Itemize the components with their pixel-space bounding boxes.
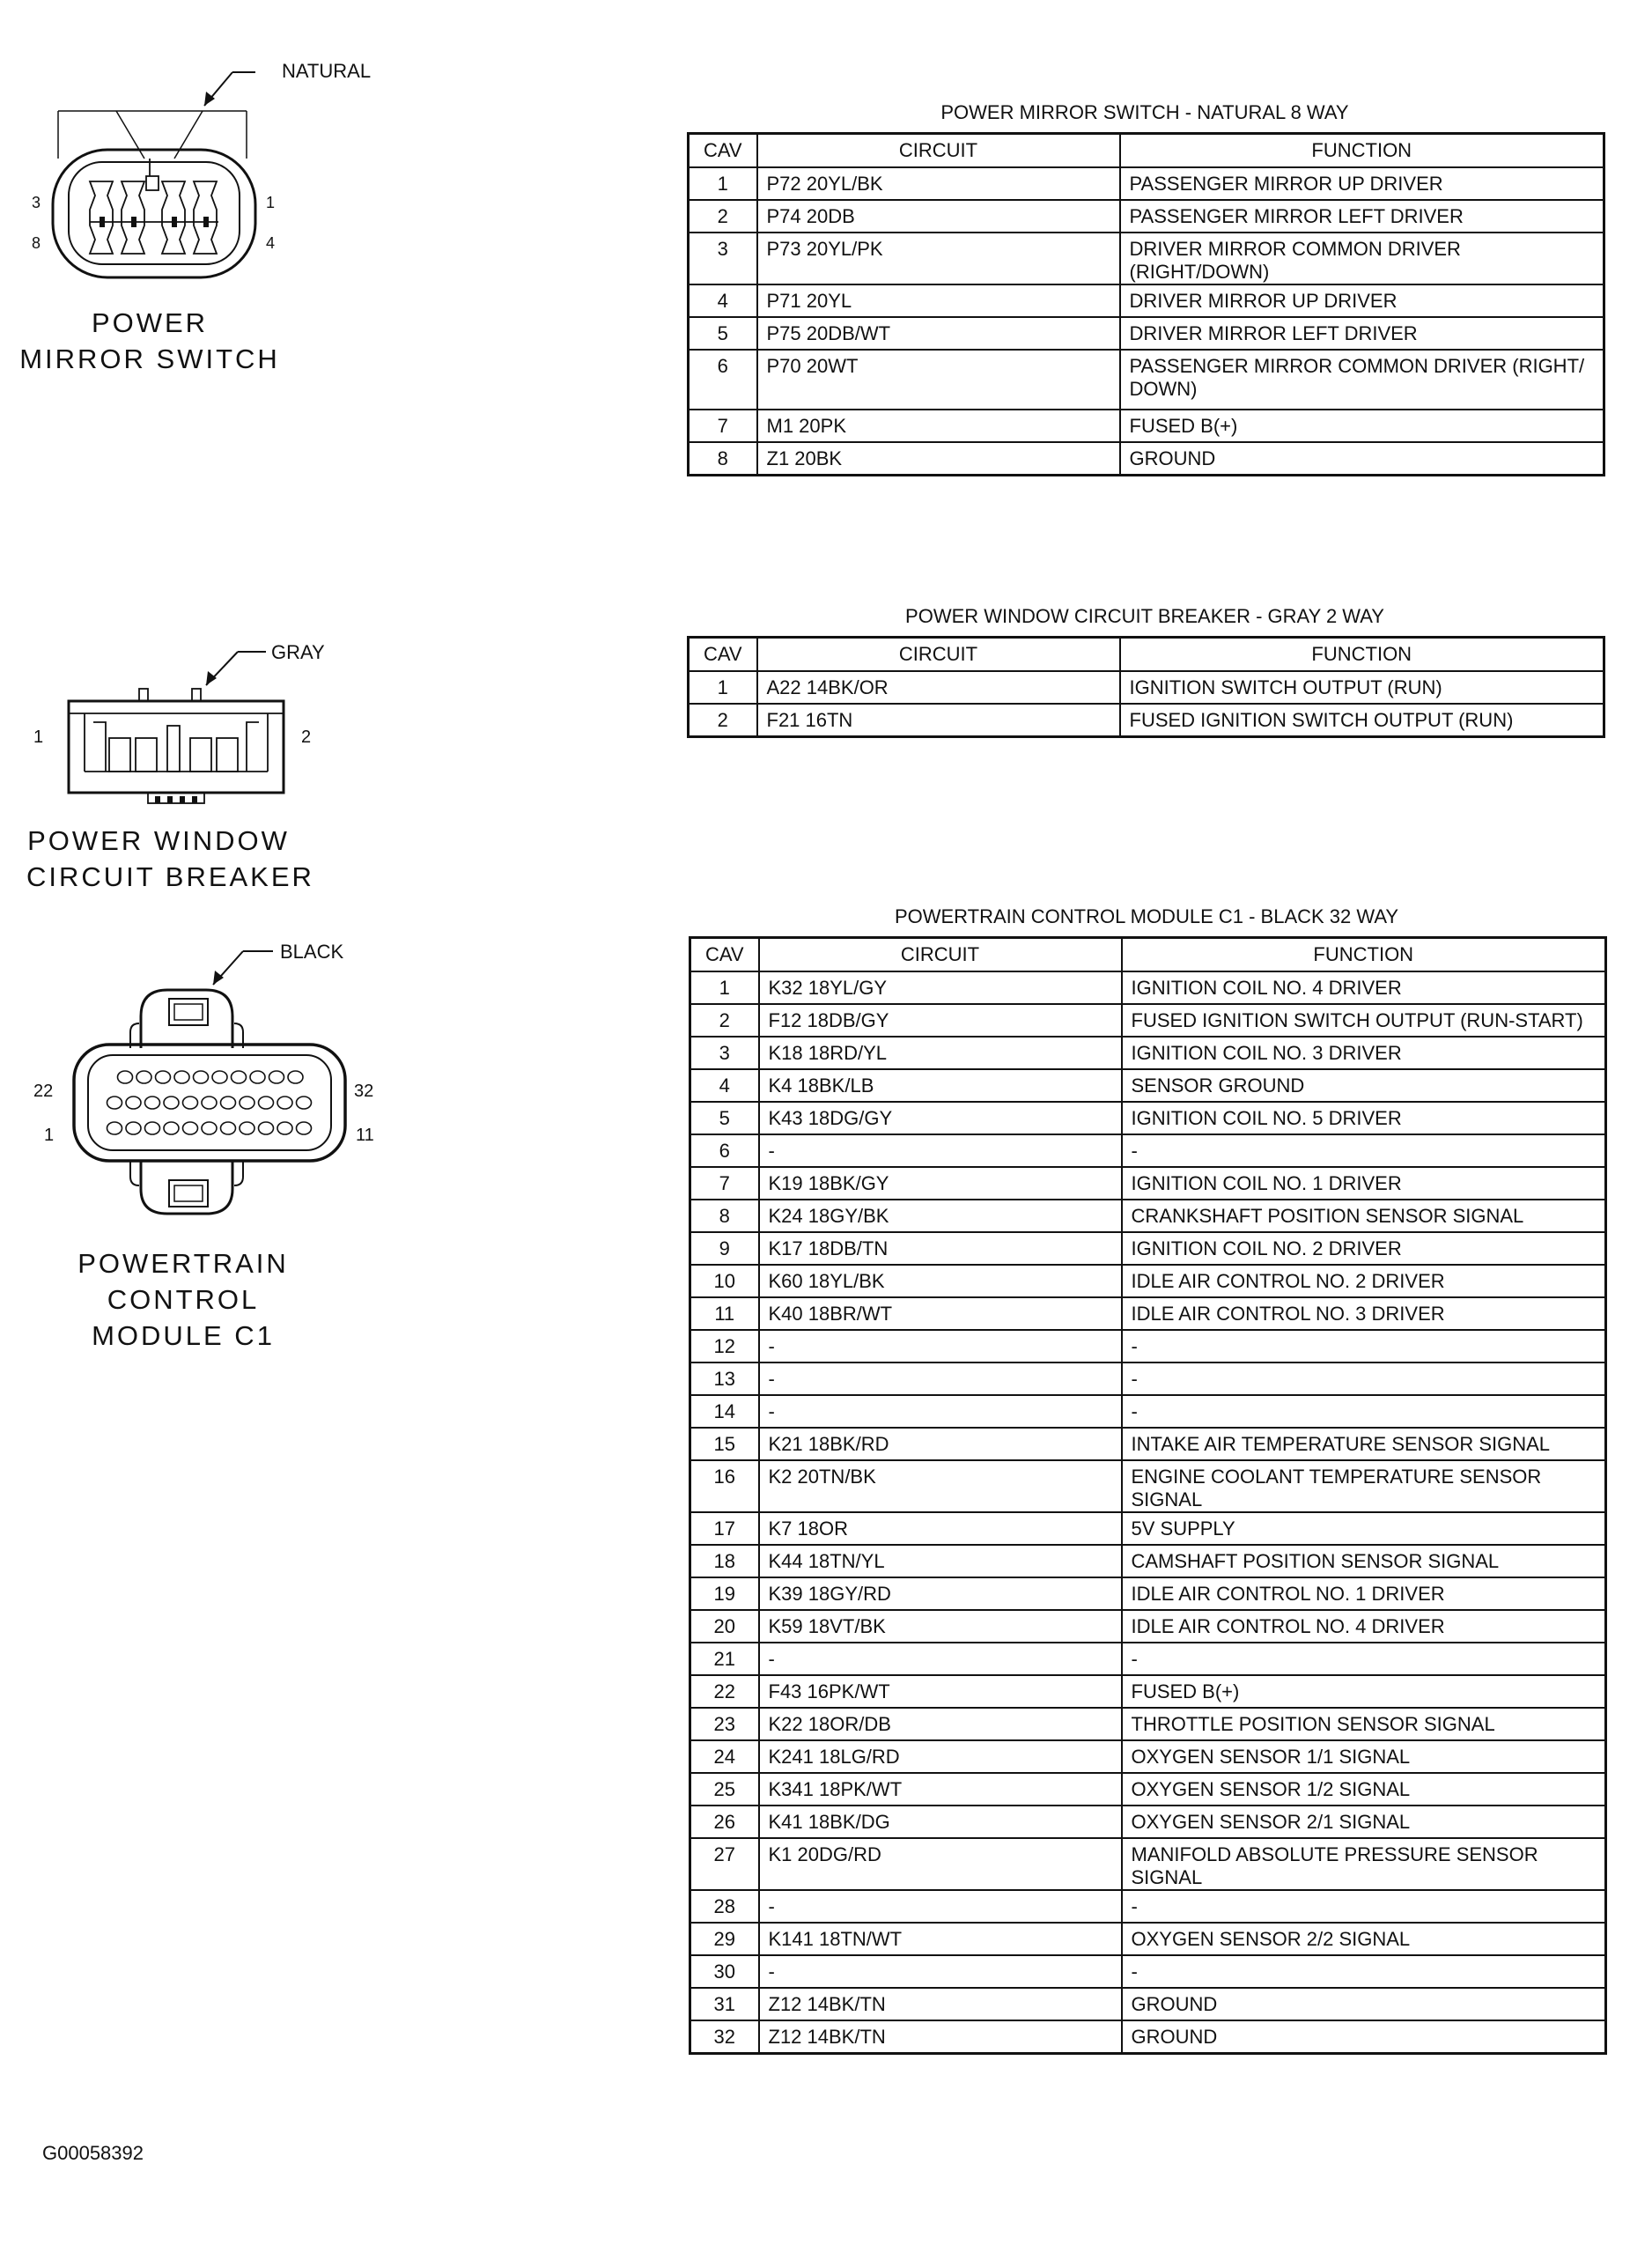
circuit-cell: K2 20TN/BK: [759, 1460, 1122, 1512]
header-circuit: CIRCUIT: [757, 134, 1120, 168]
cav-cell: 7: [690, 1167, 759, 1200]
pin-cavity: [126, 1097, 141, 1109]
cav-cell: 22: [690, 1675, 759, 1708]
pin-cavity: [288, 1071, 303, 1083]
function-cell: DRIVER MIRROR COMMON DRIVER (RIGHT/DOWN): [1120, 233, 1604, 284]
table-row: [690, 1232, 1606, 1265]
circuit-cell: K18 18RD/YL: [759, 1037, 1122, 1069]
figure-id: G00058392: [42, 2142, 144, 2164]
cav-cell: 12: [690, 1330, 759, 1363]
table-row: [689, 317, 1604, 350]
function-cell: -: [1122, 1643, 1606, 1675]
cav-cell: 8: [690, 1200, 759, 1232]
function-cell: SENSOR GROUND: [1122, 1069, 1606, 1102]
pin-cavity: [164, 1097, 179, 1109]
table-row: [690, 1330, 1606, 1363]
circuit-cell: K141 18TN/WT: [759, 1923, 1122, 1955]
table-row: [690, 1069, 1606, 1102]
table-row: [689, 671, 1604, 704]
circuit-cell: K21 18BK/RD: [759, 1428, 1122, 1460]
table-row: [690, 1004, 1606, 1037]
table-row: [690, 1037, 1606, 1069]
circuit-cell: K4 18BK/LB: [759, 1069, 1122, 1102]
function-cell: IGNITION COIL NO. 2 DRIVER: [1122, 1232, 1606, 1265]
pin-cavity: [232, 1071, 247, 1083]
circuit-cell: F12 18DB/GY: [759, 1004, 1122, 1037]
pin-cavity: [174, 1071, 189, 1083]
table-row: [689, 410, 1604, 442]
function-cell: PASSENGER MIRROR COMMON DRIVER (RIGHT/ DOWN): [1120, 350, 1604, 410]
table-row: [689, 704, 1604, 736]
cav-cell: 20: [690, 1610, 759, 1643]
cav-cell: 7: [689, 410, 757, 442]
function-cell: CAMSHAFT POSITION SENSOR SIGNAL: [1122, 1545, 1606, 1577]
pin-label: 1: [44, 1126, 55, 1145]
cav-cell: 2: [689, 200, 757, 233]
cav-cell: 23: [690, 1708, 759, 1740]
cav-cell: 3: [689, 233, 757, 284]
pin-cavity: [202, 1122, 217, 1134]
header-circuit: CIRCUIT: [759, 938, 1122, 972]
circuit-cell: K59 18VT/BK: [759, 1610, 1122, 1643]
function-cell: -: [1122, 1890, 1606, 1923]
function-cell: FUSED B(+): [1122, 1675, 1606, 1708]
pin-label: 8: [32, 234, 41, 252]
function-cell: IDLE AIR CONTROL NO. 3 DRIVER: [1122, 1297, 1606, 1330]
table-row: [690, 1512, 1606, 1545]
cav-cell: 3: [690, 1037, 759, 1069]
table-row: [690, 1610, 1606, 1643]
function-cell: IGNITION COIL NO. 1 DRIVER: [1122, 1167, 1606, 1200]
powertrain-control-module-c1-caption: [42, 1245, 324, 1354]
cav-cell: 5: [689, 317, 757, 350]
caption-line: POWER WINDOW: [27, 825, 290, 856]
caption-line: MIRROR SWITCH: [19, 343, 280, 374]
pin-cavity: [107, 1097, 122, 1109]
header-circuit: CIRCUIT: [757, 638, 1120, 672]
table-row: [690, 2020, 1606, 2053]
table-row: [690, 1675, 1606, 1708]
pin-cavity: [259, 1122, 274, 1134]
table-row: [690, 1923, 1606, 1955]
power-window-circuit-breaker-pinout-table: [687, 636, 1605, 738]
circuit-cell: K41 18BK/DG: [759, 1806, 1122, 1838]
pin-cavity: [194, 1071, 209, 1083]
pin-cavity: [145, 1122, 160, 1134]
pin-cavity: [183, 1097, 198, 1109]
pin-cavity: [118, 1071, 133, 1083]
pin-cavity: [126, 1122, 141, 1134]
pin-label: 2: [301, 727, 312, 747]
pin-cavity: [221, 1097, 236, 1109]
table-row: [690, 1577, 1606, 1610]
power-window-circuit-breaker-diagram: [18, 634, 387, 810]
pin-cavity: [240, 1122, 254, 1134]
function-cell: IDLE AIR CONTROL NO. 2 DRIVER: [1122, 1265, 1606, 1297]
function-cell: IGNITION COIL NO. 4 DRIVER: [1122, 971, 1606, 1004]
pcm-connector-icon: [18, 934, 405, 1251]
circuit-cell: P74 20DB: [757, 200, 1120, 233]
cav-cell: 32: [690, 2020, 759, 2053]
function-cell: INTAKE AIR TEMPERATURE SENSOR SIGNAL: [1122, 1428, 1606, 1460]
table-row: [690, 1643, 1606, 1675]
caption-line: CIRCUIT BREAKER: [26, 861, 314, 892]
function-cell: IGNITION SWITCH OUTPUT (RUN): [1120, 671, 1604, 704]
circuit-cell: P70 20WT: [757, 350, 1120, 410]
cav-cell: 27: [690, 1838, 759, 1890]
circuit-cell: P72 20YL/BK: [757, 167, 1120, 200]
pin-cavity: [107, 1122, 122, 1134]
table-header-row: [689, 134, 1604, 168]
pin-cavity: [145, 1097, 160, 1109]
circuit-cell: K1 20DG/RD: [759, 1838, 1122, 1890]
function-cell: OXYGEN SENSOR 1/2 SIGNAL: [1122, 1773, 1606, 1806]
function-cell: ENGINE COOLANT TEMPERATURE SENSOR SIGNAL: [1122, 1460, 1606, 1512]
function-cell: PASSENGER MIRROR UP DRIVER: [1120, 167, 1604, 200]
function-cell: -: [1122, 1330, 1606, 1363]
header-cav: CAV: [689, 134, 757, 168]
function-cell: PASSENGER MIRROR LEFT DRIVER: [1120, 200, 1604, 233]
circuit-cell: K7 18OR: [759, 1512, 1122, 1545]
table-row: [689, 284, 1604, 317]
circuit-cell: K19 18BK/GY: [759, 1167, 1122, 1200]
function-cell: CRANKSHAFT POSITION SENSOR SIGNAL: [1122, 1200, 1606, 1232]
table-row: [690, 1395, 1606, 1428]
cav-cell: 1: [690, 971, 759, 1004]
powertrain-control-module-c1-diagram: [18, 934, 405, 1251]
function-cell: OXYGEN SENSOR 2/2 SIGNAL: [1122, 1923, 1606, 1955]
pin-label: 3: [32, 194, 41, 211]
caption-line: POWER: [91, 307, 209, 338]
pin-cavity: [250, 1071, 265, 1083]
table-header-row: [690, 938, 1606, 972]
cav-cell: 8: [689, 442, 757, 475]
power-window-circuit-breaker-table-title: POWER WINDOW CIRCUIT BREAKER - GRAY 2 WAY: [905, 605, 1384, 627]
function-cell: IDLE AIR CONTROL NO. 4 DRIVER: [1122, 1610, 1606, 1643]
header-function: FUNCTION: [1122, 938, 1606, 972]
cav-cell: 31: [690, 1988, 759, 2020]
circuit-cell: K44 18TN/YL: [759, 1545, 1122, 1577]
circuit-cell: K60 18YL/BK: [759, 1265, 1122, 1297]
cav-cell: 16: [690, 1460, 759, 1512]
circuit-cell: K341 18PK/WT: [759, 1773, 1122, 1806]
cav-cell: 6: [689, 350, 757, 410]
circuit-cell: Z12 14BK/TN: [759, 2020, 1122, 2053]
pin-cavity: [136, 1071, 151, 1083]
circuit-cell: P71 20YL: [757, 284, 1120, 317]
cav-cell: 11: [690, 1297, 759, 1330]
function-cell: -: [1122, 1395, 1606, 1428]
header-cav: CAV: [690, 938, 759, 972]
power-mirror-switch-pinout-table: [687, 132, 1605, 476]
power-mirror-switch-connector-icon: [18, 53, 387, 317]
pin-cavity: [240, 1097, 254, 1109]
header-function: FUNCTION: [1120, 134, 1604, 168]
table-row: [690, 971, 1606, 1004]
table-row: [690, 1988, 1606, 2020]
pin-cavity: [221, 1122, 236, 1134]
pin-cavity: [277, 1122, 292, 1134]
table-row: [690, 1167, 1606, 1200]
function-cell: -: [1122, 1363, 1606, 1395]
cav-cell: 2: [690, 1004, 759, 1037]
circuit-cell: -: [759, 1330, 1122, 1363]
cav-cell: 13: [690, 1363, 759, 1395]
table-row: [690, 1200, 1606, 1232]
cav-cell: 2: [689, 704, 757, 736]
table-row: [690, 1460, 1606, 1512]
powertrain-control-module-c1-table-title: POWERTRAIN CONTROL MODULE C1 - BLACK 32 WAY: [894, 905, 1399, 927]
function-cell: FUSED IGNITION SWITCH OUTPUT (RUN): [1120, 704, 1604, 736]
power-window-circuit-breaker-caption: [26, 823, 314, 895]
function-cell: IDLE AIR CONTROL NO. 1 DRIVER: [1122, 1577, 1606, 1610]
table-row: [690, 1955, 1606, 1988]
table-row: [690, 1773, 1606, 1806]
header-function: FUNCTION: [1120, 638, 1604, 672]
table-row: [690, 1134, 1606, 1167]
function-cell: -: [1122, 1955, 1606, 1988]
table-row: [690, 1265, 1606, 1297]
function-cell: FUSED B(+): [1120, 410, 1604, 442]
circuit-cell: -: [759, 1395, 1122, 1428]
table-row: [690, 1428, 1606, 1460]
cav-cell: 1: [689, 671, 757, 704]
circuit-cell: F43 16PK/WT: [759, 1675, 1122, 1708]
table-header-row: [689, 638, 1604, 672]
powertrain-control-module-c1-pinout-table: [689, 936, 1607, 2055]
cav-cell: 14: [690, 1395, 759, 1428]
cav-cell: 26: [690, 1806, 759, 1838]
circuit-cell: Z1 20BK: [757, 442, 1120, 475]
function-cell: THROTTLE POSITION SENSOR SIGNAL: [1122, 1708, 1606, 1740]
function-cell: MANIFOLD ABSOLUTE PRESSURE SENSOR SIGNAL: [1122, 1838, 1606, 1890]
pin-cavity: [202, 1097, 217, 1109]
circuit-cell: K39 18GY/RD: [759, 1577, 1122, 1610]
function-cell: DRIVER MIRROR UP DRIVER: [1120, 284, 1604, 317]
pin-cavity: [156, 1071, 171, 1083]
caption-line: CONTROL: [107, 1284, 260, 1315]
function-cell: 5V SUPPLY: [1122, 1512, 1606, 1545]
cav-cell: 9: [690, 1232, 759, 1265]
pin-label: 22: [33, 1082, 54, 1101]
function-cell: GROUND: [1122, 1988, 1606, 2020]
circuit-cell: K241 18LG/RD: [759, 1740, 1122, 1773]
table-row: [690, 1890, 1606, 1923]
circuit-cell: F21 16TN: [757, 704, 1120, 736]
table-row: [689, 350, 1604, 410]
cav-cell: 15: [690, 1428, 759, 1460]
circuit-cell: P75 20DB/WT: [757, 317, 1120, 350]
circuit-cell: -: [759, 1363, 1122, 1395]
circuit-cell: P73 20YL/PK: [757, 233, 1120, 284]
circuit-cell: Z12 14BK/TN: [759, 1988, 1122, 2020]
table-row: [690, 1740, 1606, 1773]
cav-cell: 5: [690, 1102, 759, 1134]
caption-line: POWERTRAIN: [77, 1248, 289, 1279]
pin-cavity: [297, 1097, 312, 1109]
function-cell: OXYGEN SENSOR 2/1 SIGNAL: [1122, 1806, 1606, 1838]
header-cav: CAV: [689, 638, 757, 672]
function-cell: IGNITION COIL NO. 3 DRIVER: [1122, 1037, 1606, 1069]
cav-cell: 10: [690, 1265, 759, 1297]
pin-cavity: [259, 1097, 274, 1109]
cav-cell: 19: [690, 1577, 759, 1610]
table-row: [690, 1297, 1606, 1330]
pin-cavity: [164, 1122, 179, 1134]
circuit-cell: A22 14BK/OR: [757, 671, 1120, 704]
pin-label: 1: [33, 727, 44, 747]
pin-cavity: [297, 1122, 312, 1134]
connector-color-label: BLACK: [280, 941, 344, 963]
pin-cavity: [277, 1097, 292, 1109]
table-row: [689, 200, 1604, 233]
power-mirror-switch-caption: [18, 305, 282, 377]
table-row: [690, 1806, 1606, 1838]
pin-label: 1: [266, 194, 276, 211]
circuit-cell: K40 18BR/WT: [759, 1297, 1122, 1330]
function-cell: OXYGEN SENSOR 1/1 SIGNAL: [1122, 1740, 1606, 1773]
circuit-cell: K43 18DG/GY: [759, 1102, 1122, 1134]
cav-cell: 4: [689, 284, 757, 317]
cav-cell: 30: [690, 1955, 759, 1988]
table-row: [690, 1363, 1606, 1395]
pin-label: 11: [356, 1126, 374, 1145]
function-cell: DRIVER MIRROR LEFT DRIVER: [1120, 317, 1604, 350]
circuit-cell: K24 18GY/BK: [759, 1200, 1122, 1232]
function-cell: GROUND: [1122, 2020, 1606, 2053]
table-row: [689, 233, 1604, 284]
cav-cell: 18: [690, 1545, 759, 1577]
function-cell: FUSED IGNITION SWITCH OUTPUT (RUN-START): [1122, 1004, 1606, 1037]
circuit-cell: M1 20PK: [757, 410, 1120, 442]
circuit-cell: K32 18YL/GY: [759, 971, 1122, 1004]
circuit-cell: -: [759, 1955, 1122, 1988]
table-row: [689, 167, 1604, 200]
function-cell: GROUND: [1120, 442, 1604, 475]
caption-line: MODULE C1: [92, 1320, 275, 1351]
pin-cavity: [183, 1122, 198, 1134]
cav-cell: 28: [690, 1890, 759, 1923]
function-cell: -: [1122, 1134, 1606, 1167]
table-row: [690, 1838, 1606, 1890]
circuit-cell: -: [759, 1643, 1122, 1675]
pin-label: 4: [266, 234, 276, 252]
pin-cavity: [269, 1071, 284, 1083]
pin-label: 32: [354, 1082, 374, 1101]
connector-color-label: NATURAL: [282, 60, 372, 82]
cav-cell: 24: [690, 1740, 759, 1773]
table-row: [689, 442, 1604, 475]
cav-cell: 4: [690, 1069, 759, 1102]
power-mirror-switch-table-title: POWER MIRROR SWITCH - NATURAL 8 WAY: [940, 101, 1349, 123]
cav-cell: 6: [690, 1134, 759, 1167]
function-cell: IGNITION COIL NO. 5 DRIVER: [1122, 1102, 1606, 1134]
cav-cell: 1: [689, 167, 757, 200]
circuit-cell: -: [759, 1890, 1122, 1923]
table-row: [690, 1708, 1606, 1740]
circuit-cell: -: [759, 1134, 1122, 1167]
connector-color-label: GRAY: [271, 641, 325, 663]
cav-cell: 17: [690, 1512, 759, 1545]
cav-cell: 29: [690, 1923, 759, 1955]
circuit-breaker-connector-icon: [18, 634, 387, 810]
circuit-cell: K17 18DB/TN: [759, 1232, 1122, 1265]
pin-cavity: [212, 1071, 227, 1083]
power-mirror-switch-diagram: [18, 53, 387, 317]
table-row: [690, 1102, 1606, 1134]
cav-cell: 21: [690, 1643, 759, 1675]
table-row: [690, 1545, 1606, 1577]
cav-cell: 25: [690, 1773, 759, 1806]
circuit-cell: K22 18OR/DB: [759, 1708, 1122, 1740]
